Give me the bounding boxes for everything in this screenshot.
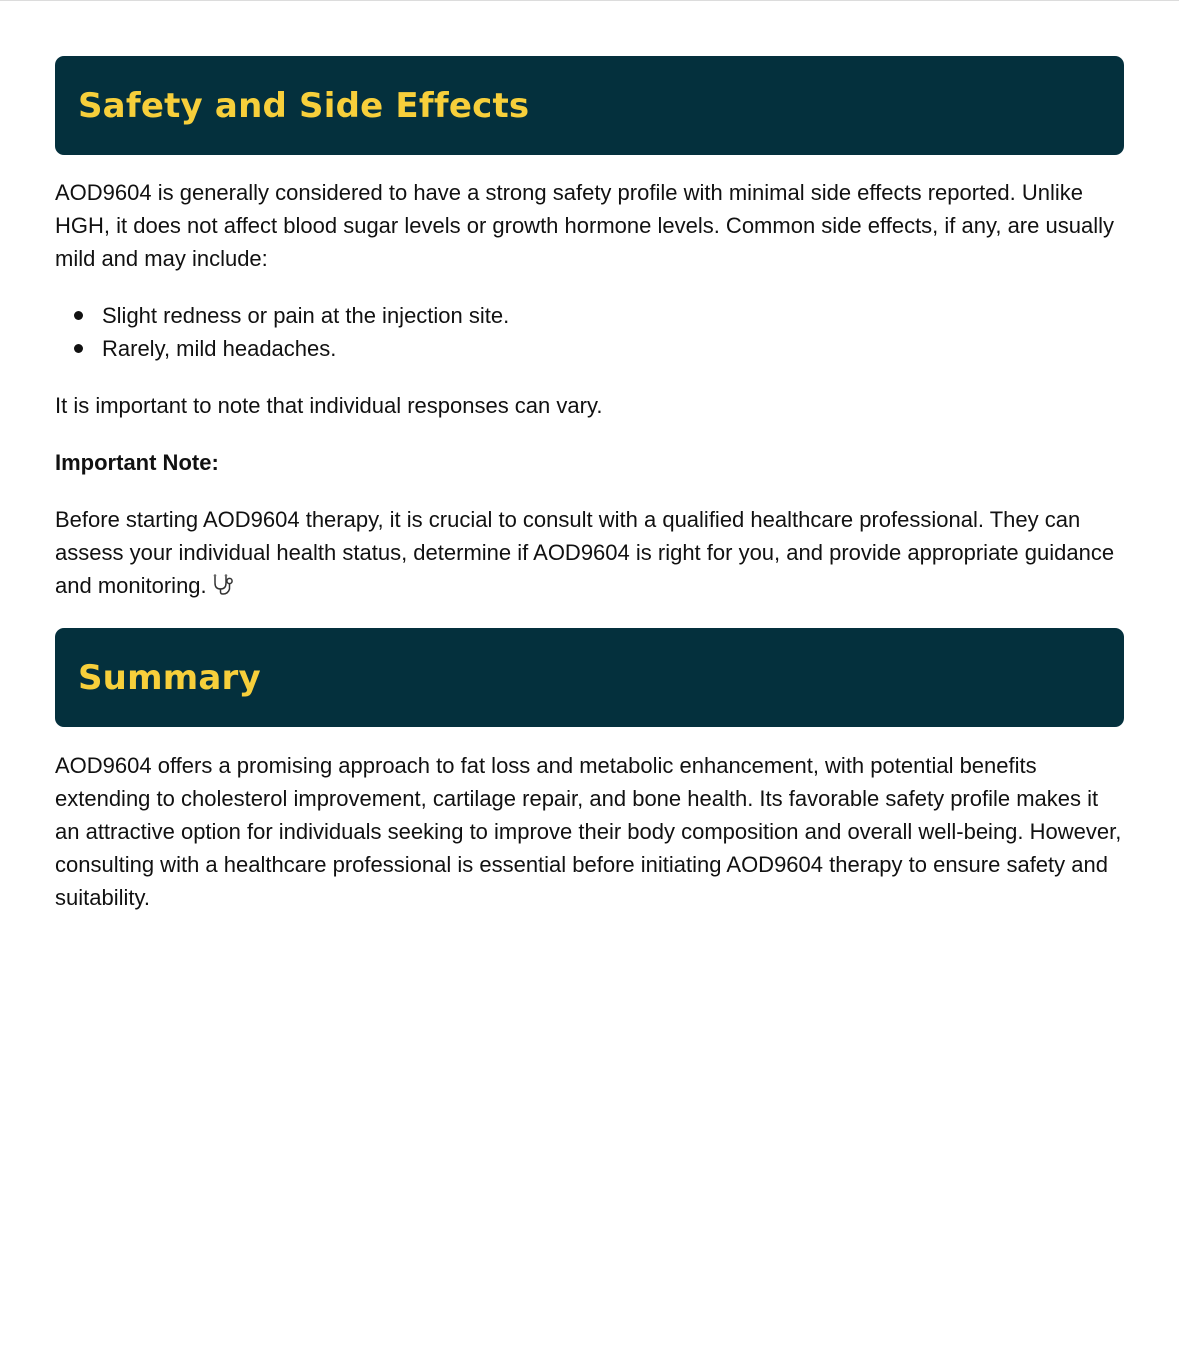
side-effects-list — [55, 299, 1124, 365]
top-divider — [0, 0, 1179, 1]
list-item — [55, 332, 1124, 365]
safety-section-banner — [55, 56, 1124, 155]
side-effect-text: Slight redness or pain at the injection site. — [102, 303, 510, 328]
variance-note-paragraph: It is important to note that individual responses can vary. — [55, 393, 603, 418]
summary-paragraph: AOD9604 offers a promising approach to fat loss and metabolic enhancement, with potential benefits extending to cholesterol improvement, cartilage repair, and bone health. Its favorable safety profile makes it an attractive option for individuals seeking to improve their body composition and overall well-being. However, consulting with a healthcare professional is essential before initiating AOD9604 therapy to ensure safety and suitability. — [55, 753, 1122, 910]
important-note-paragraph — [55, 503, 1124, 602]
stethoscope-icon — [211, 572, 235, 596]
bullet-icon — [74, 311, 83, 320]
document-page — [55, 56, 1124, 914]
bullet-icon — [74, 344, 83, 353]
summary-section-title: Summary — [78, 657, 261, 698]
summary-section-banner — [55, 628, 1124, 727]
safety-section-title: Safety and Side Effects — [78, 85, 530, 126]
side-effect-text: Rarely, mild headaches. — [102, 336, 337, 361]
important-note-text: Before starting AOD9604 therapy, it is crucial to consult with a qualified healthcare professional. They can assess your individual health status, determine if AOD9604 is right for you, and provide appropriate guidance and monitoring. — [55, 507, 1115, 598]
safety-intro-paragraph: AOD9604 is generally considered to have a strong safety profile with minimal side effects reported. Unlike HGH, it does not affect blood sugar levels or growth hormone levels. Common side effects, if any, are usually mild and may include: — [55, 180, 1114, 271]
list-item — [55, 299, 1124, 332]
important-note-label: Important Note: — [55, 450, 219, 475]
